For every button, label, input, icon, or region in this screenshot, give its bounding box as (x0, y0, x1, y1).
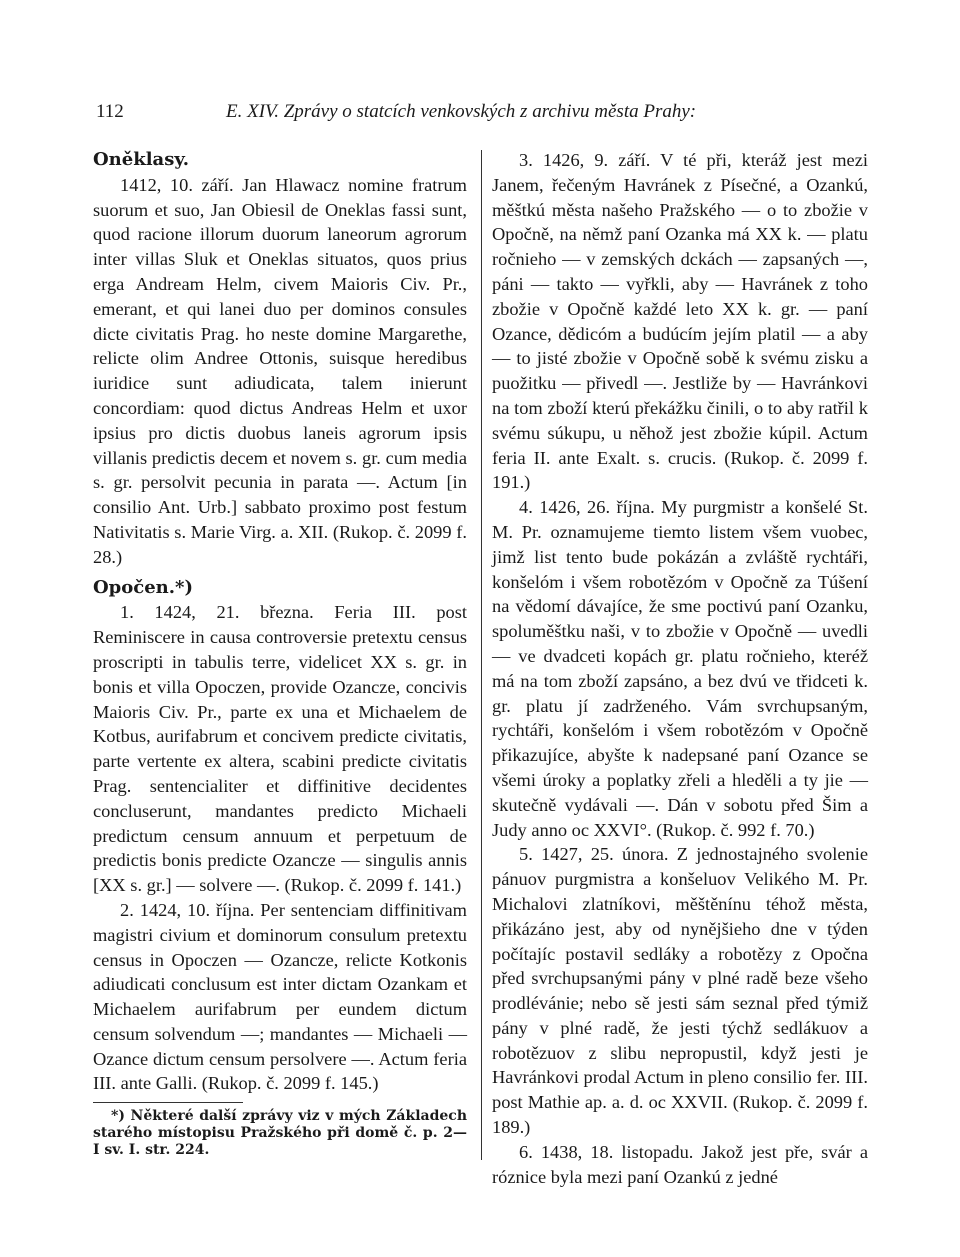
entry-paragraph: 4. 1426, 26. října. My purgmistr a konšelé St. M. Pr. oznamujeme tiemto listem všem vuobec, jimž list tento bude pokázán a zvláště rychtáři, konšelóm i všem robotězóm v Opočně za Túšení na vědomí dávajíce, že sme poctivú paní Ozanku, spoluměštku naši, v to zbožie v Opočně — uvedli — ve dvadceti kopách gr. platu ročnieho, kteréž má na tom zboží zapsáno, a bez dvú ve třidceti k. gr. platu jí zadrženého. Vám svrchupsaným, rychtáři, konšelóm i všem robotězóm v Opočně přikazujíce, abyšte k nadepsané paní Ozance se všemi úroky a poplatky zřeli a hleděli a ty jie — skutečně vydávali —. Dán v sobotu před Šim a Judy anno oc XXVI°. (Rukop. č. 992 f. 70.) (492, 497, 868, 840)
page-header (96, 101, 876, 125)
entry-paragraph: 2. 1424, 10. října. Per sentenciam diffinitivam magistri civium et dominorum consulum pretextu census in Opoczen — Ozancze, relicte Kotkonis adiudicati conclusum est inter dictam Ozankam et Michaelem aurifabrum per eundem dictum censum solvendum —; mandantes — Michaeli — Ozance dictum censum persolvere —. Actum feria III. ante Galli. (Rukop. č. 2099 f. 145.) (93, 899, 467, 1094)
entry-paragraph: 6. 1438, 18. listopadu. Jakož jest pře, svár a róznice byla mezi paní Ozankú z jedné (492, 1141, 868, 1187)
entry-paragraph: 1412, 10. září. Jan Hlawacz nomine fratrum suorum et suo, Jan Obiesil de Oneklas fassi sunt, quod racione illorum duorum laneorum agrorum inter villas Sluk et Oneklas situatos, quos prius erga Andream Helm, civem Maioris Civ. Pr., emerant, et qui lanei duo per dominos consules dicte civitatis Prag. ho neste domine Margarethe, relicte olim Andree Ottonis, suisque heredibus iuridice sunt adiudicata, talem inierunt concordiam: quod dictus Andreas Helm et uxor ipsius pro dictis duobus laneis agrorum ipsis villanis predictis decem et novem s. gr. cum media s. gr. persolvit pecunia in parata —. Actum [in consilio Ant. Urb.] sabbato proximo post festum Nativitatis s. Marie Virg. a. XII. (Rukop. č. 2099 f. 28.) (93, 174, 467, 567)
entry-paragraph: 1. 1424, 21. března. Feria III. post Reminiscere in causa controversie pretextu census proscripti in tabulis terre, videlicet XX s. gr. in bonis et villa Opoczen, provide Ozancze, concivis Maioris Civ. Pr., parte ex una et Michaelem de Kotbus, aurifabrum et concivem predicte civitatis, parte vertente ex altera, scabini predicte civitatis Prag. sentencialiter et diffinitive decidentes concluserunt, mandantes predicto Michaeli predictum censum annuum et perpetuum de predictis bonis predicte Ozancze — singulis annis [XX s. gr.] — solvere —. (Rukop. č. 2099 f. 141.) (93, 602, 467, 896)
running-title: E. XIV. Zprávy o statcích venkovských z archivu města Prahy: (226, 101, 697, 122)
entry-paragraph: 5. 1427, 25. února. Z jednostajného svolenie pánuov purgmistra a konšeluov Velikého M. Pr. Michalovi zlatníkovi, měštěnínu téhož města, přikázáno jest, aby od nynějšieho dne v týden počítajíc postavil sedláky a robotězy z Opočna před svrchupsanými pány v plné radě beze všeho prodlévánie; nebo sě jesti sám seznal před týmiž pány v plné radě, že jesti týchž sedlákuov a robotězuov z slibu nepropustil, když jesti je Havránkovi prodal Actum in pleno consilio fer. III. post Mathie ap. a. d. oc XXVII. (Rukop. č. 2099 f. 189.) (492, 844, 868, 1138)
left-column (93, 148, 467, 1159)
footnote: *) Některé další zprávy viz v mých Základech starého místopisu Pražského při domě č. p. 2—I sv. I. str. 224. (93, 1108, 467, 1159)
section-heading-opocen: Opočen.*) (93, 576, 193, 598)
entry-paragraph: 3. 1426, 9. září. V té při, kteráž jest mezi Janem, řečeným Havránek z Písečné, a Ozankú, měštkú města našeho Pražského — o to zbožie v Opočně, na němž paní Ozanka má XX k. — platu ročnieho — v zemských dckách — zapsaných —, páni — takto — vyřkli, aby — Havránek z toho zbožie v Opočně každé leto XX k. gr. — paní Ozance, dědicóm a budúcím jejím platil — a aby — to jisté zbožie v Opočně sobě k svému zisku a puožitku — přivedl —. Jestliže by — Havránkovi na tom zboží kterú překážku činili, o to aby ratřil k svému súkupu, u něhož jest zbožie kúpil. Actum feria II. ante Exalt. s. crucis. (Rukop. č. 2099 f. 191.) (492, 150, 868, 493)
section-heading-oneklasy: Oněklasy. (93, 149, 189, 170)
column-divider (481, 150, 482, 1160)
page-number: 112 (96, 101, 124, 122)
footnote-rule (93, 1102, 243, 1103)
right-column (492, 148, 868, 1189)
